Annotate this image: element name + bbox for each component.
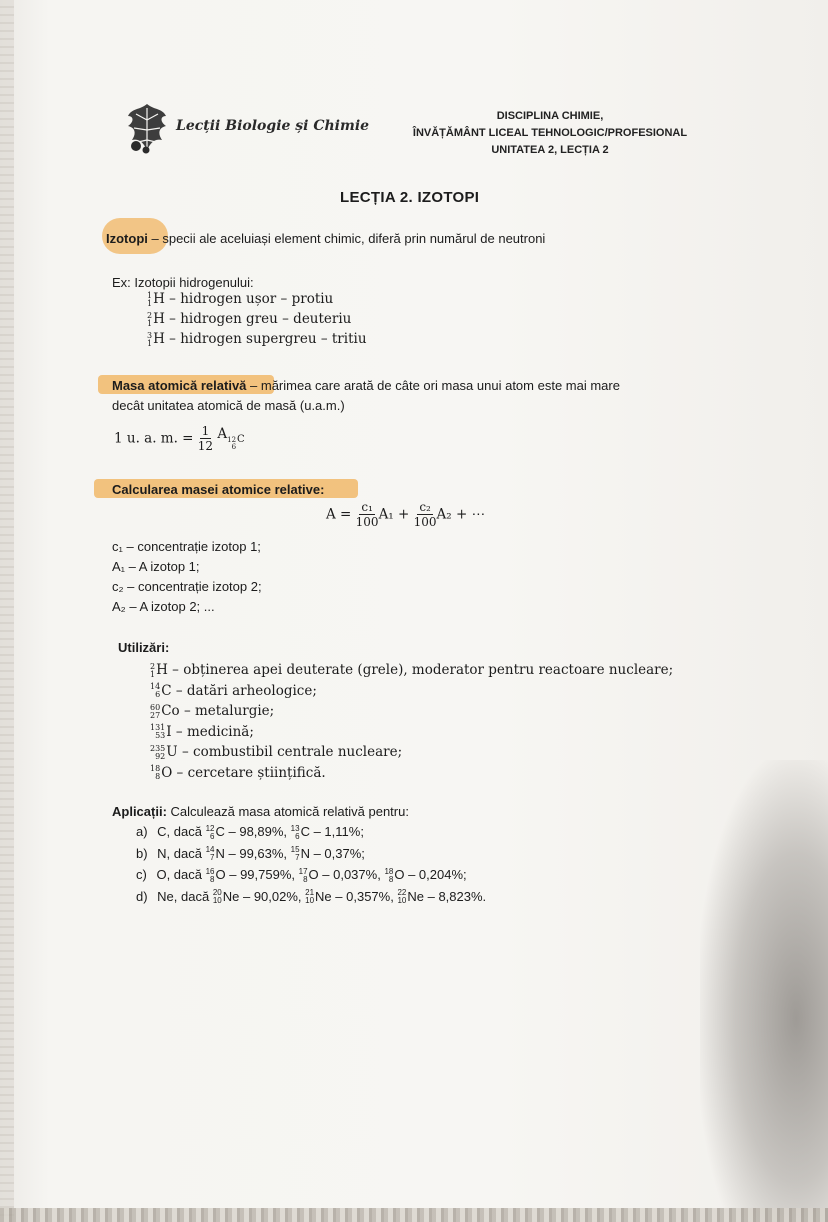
atomic-number: 6 — [295, 831, 300, 841]
fraction-1 — [356, 500, 379, 529]
use-item — [150, 744, 402, 761]
den-1: 100 — [355, 515, 379, 529]
uses-heading: Utilizări: — [118, 640, 170, 655]
c2: c₂ — [419, 500, 431, 514]
nuclide-symbol — [147, 291, 165, 307]
nuclide-numbers — [150, 765, 160, 781]
atomic-number: 6 — [155, 690, 161, 699]
atomic-number: 10 — [305, 896, 315, 906]
example-label: Ex: Izotopii hidrogenului: — [112, 275, 254, 290]
nuclide-symbol — [150, 683, 172, 699]
calculation-heading: Calcularea masei atomice relative: — [112, 482, 325, 497]
uam-atomic-number: 6 — [231, 443, 237, 451]
fraction-2 — [414, 500, 437, 529]
nuclide-symbol — [305, 889, 332, 904]
legend-item: A₂ – A izotop 2; ... — [112, 599, 215, 614]
nuclide-symbol — [299, 867, 319, 882]
element-symbol: O — [161, 764, 173, 781]
example-item-text: – hidrogen supergreu – tritiu — [164, 331, 367, 347]
uam-fraction — [198, 424, 213, 453]
relative-mass-term: Masa atomică relativă — [112, 378, 247, 393]
application-text: – 0,037%, — [318, 867, 385, 882]
relative-mass-definition — [112, 378, 620, 393]
element-symbol: H — [153, 311, 165, 327]
element-symbol: H — [153, 331, 165, 347]
element-symbol: Ne — [222, 888, 240, 904]
nuclide-symbol — [206, 824, 225, 839]
example-item — [147, 291, 333, 308]
relative-mass-text-2: decât unitatea atomică de masă (u.a.m.) — [112, 398, 345, 413]
unit-label: UNITATEA 2, LECȚIA 2 — [491, 144, 609, 156]
nuclide-symbol — [150, 662, 168, 678]
a1: A₁ — [378, 506, 394, 523]
example-item — [147, 311, 351, 328]
element-symbol: Ne — [315, 888, 332, 904]
mass-number: 22 — [397, 888, 407, 898]
legend-item: c₁ – concentrație izotop 1; — [112, 539, 261, 554]
mass-number: 18 — [384, 866, 394, 876]
mass-number: 12 — [205, 823, 215, 833]
application-text: – 0,357%, — [331, 888, 398, 904]
applications-intro: Calculează masa atomică relativă pentru: — [166, 804, 409, 819]
bottom-edge — [0, 1208, 828, 1222]
application-text: C, dacă — [157, 824, 206, 839]
applications-intro-line — [112, 804, 409, 819]
example-item-text: – hidrogen ușor – protiu — [164, 291, 334, 307]
use-item-text: – datări arheologice; — [171, 682, 317, 699]
atomic-number: 7 — [295, 853, 300, 863]
use-item-text: – cercetare științifică. — [172, 764, 326, 781]
lesson-title: LECȚIA 2. IZOTOPI — [340, 189, 480, 206]
element-symbol: O — [308, 867, 319, 882]
use-item — [150, 724, 254, 741]
nuclide-symbol — [206, 867, 226, 882]
application-text: – 0,204%; — [404, 867, 467, 882]
atomic-number: 8 — [303, 874, 308, 884]
nuclide-numbers — [150, 745, 165, 761]
element-symbol: H — [153, 291, 165, 307]
nuclide-numbers — [147, 312, 152, 328]
element-symbol: C — [215, 824, 225, 839]
nuclide-numbers — [150, 704, 160, 720]
nuclide-symbol — [213, 889, 240, 904]
nuclide-numbers — [213, 889, 222, 905]
application-text: – 8,823%. — [423, 888, 487, 904]
nuclide-numbers — [384, 868, 393, 884]
nuclide-numbers — [291, 825, 300, 841]
uam-numerator: 1 — [201, 424, 210, 438]
use-item — [150, 662, 673, 679]
legend-item: c₂ – concentrație izotop 2; — [112, 579, 262, 594]
application-item — [136, 867, 467, 884]
application-text: – 99,63%, — [224, 845, 291, 861]
example-item — [147, 331, 367, 348]
mass-number: 14 — [150, 682, 161, 691]
nuclide-symbol — [150, 765, 172, 781]
element-symbol: H — [156, 662, 168, 678]
atomic-number: 92 — [155, 751, 166, 761]
brand-name: Lecții Biologie și Chimie — [176, 118, 370, 134]
mass-number: 60 — [150, 702, 161, 712]
mass-number: 1 — [147, 290, 153, 300]
nuclide-symbol — [291, 846, 310, 861]
use-item-text: – medicină; — [171, 723, 254, 740]
relative-mass-text-1: – mărimea care arată de câte ori masa unui atom este mai mare — [246, 378, 620, 393]
application-text: – 0,37%; — [309, 845, 365, 861]
definition-text: – specii ale aceluiași element chimic, diferă prin numărul de neutroni — [147, 231, 546, 246]
mass-number: 16 — [205, 866, 215, 876]
mass-number: 15 — [290, 845, 300, 855]
application-letter: b) — [136, 845, 152, 861]
atomic-number: 1 — [147, 318, 153, 328]
binder-edge — [0, 0, 14, 1222]
nuclide-numbers — [206, 846, 215, 862]
atomic-number: 1 — [147, 338, 153, 348]
nuclide-symbol — [384, 867, 404, 882]
mass-number: 13 — [290, 823, 300, 833]
use-item-text: – metalurgie; — [179, 703, 275, 719]
application-text: O, dacă — [156, 867, 206, 882]
example-item-text: – hidrogen greu – deuteriu — [164, 311, 352, 327]
leaf-logo-icon — [122, 100, 172, 154]
atomic-number: 27 — [150, 710, 161, 720]
element-symbol: N — [215, 845, 225, 861]
mass-number: 131 — [150, 723, 166, 732]
atomic-number: 1 — [147, 298, 153, 308]
atomic-number: 6 — [210, 831, 215, 841]
nuclide-numbers — [206, 868, 215, 884]
application-item — [136, 824, 364, 841]
nuclide-symbol — [147, 311, 165, 327]
element-symbol: C — [161, 682, 172, 699]
nuclide-numbers — [397, 889, 406, 905]
mass-number: 14 — [205, 845, 215, 855]
nuclide-numbers — [147, 332, 152, 348]
nuclide-numbers — [206, 825, 215, 841]
uam-a: A — [217, 426, 228, 442]
nuclide-symbol — [147, 331, 165, 347]
nuclide-numbers — [147, 292, 152, 308]
application-letter: a) — [136, 824, 152, 839]
application-text: – 99,759%, — [225, 867, 299, 882]
nuclide-numbers — [150, 724, 165, 740]
nuclide-symbol — [291, 824, 310, 839]
formula-tail: + ⋯ — [456, 506, 486, 523]
definition — [106, 231, 545, 246]
plus: + — [398, 506, 410, 523]
applications-heading: Aplicații: — [112, 804, 167, 819]
application-text: Ne, dacă — [157, 888, 213, 904]
application-item — [136, 889, 486, 906]
use-item — [150, 703, 274, 720]
mass-number: 3 — [147, 330, 153, 340]
legend-item: A₁ – A izotop 1; — [112, 559, 200, 574]
legend-list — [112, 537, 262, 617]
uam-formula — [114, 424, 245, 453]
uam-mass-number: 12 — [227, 436, 237, 444]
element-symbol: C — [300, 824, 310, 839]
nuclide-symbol — [150, 724, 172, 740]
mass-number: 18 — [150, 764, 161, 773]
mass-number: 2 — [150, 661, 156, 671]
uam-c: C — [237, 434, 245, 445]
use-item-text: – obținerea apei deuterate (grele), moderator pentru reactoare nucleare; — [167, 662, 674, 678]
mass-number: 17 — [298, 866, 308, 876]
discipline-label: DISCIPLINA CHIMIE, — [496, 110, 604, 122]
den-2: 100 — [413, 515, 437, 529]
uam-symbol — [217, 426, 245, 451]
element-symbol: U — [166, 744, 178, 760]
use-item — [150, 765, 326, 782]
nuclide-numbers — [305, 889, 314, 905]
nuclide-numbers — [150, 683, 160, 699]
application-text: – 98,89%, — [224, 824, 291, 839]
element-symbol: Ne — [407, 888, 424, 904]
nuclide-symbol — [150, 744, 178, 760]
uam-lhs: 1 u. a. m. = — [114, 430, 194, 447]
application-item — [136, 846, 365, 863]
atomic-number: 10 — [212, 896, 222, 906]
application-text: – 90,02%, — [239, 888, 306, 904]
nuclide-numbers — [291, 846, 300, 862]
nuclide-symbol — [150, 703, 180, 719]
mass-number: 235 — [150, 743, 166, 753]
atomic-number: 8 — [155, 772, 161, 781]
a2: A₂ — [436, 506, 452, 523]
header-info — [400, 108, 700, 159]
element-symbol: Co — [161, 703, 180, 719]
education-label: ÎNVĂȚĂMÂNT LICEAL TEHNOLOGIC/PROFESIONAL — [412, 127, 688, 139]
mass-number: 20 — [212, 888, 222, 898]
c1: c₁ — [361, 500, 373, 514]
application-text: – 1,11%; — [309, 824, 364, 839]
application-letter: c) — [136, 867, 151, 882]
mass-number: 21 — [305, 888, 315, 898]
element-symbol: O — [394, 867, 405, 882]
use-item-text: – combustibil centrale nucleare; — [177, 744, 403, 760]
uam-denominator: 12 — [197, 439, 214, 453]
application-letter: d) — [136, 888, 152, 904]
atomic-number: 53 — [155, 731, 166, 740]
use-item — [150, 683, 317, 700]
uam-nuclide — [227, 437, 236, 451]
atomic-number: 10 — [397, 896, 407, 906]
application-text: N, dacă — [157, 845, 206, 861]
definition-term: Izotopi — [106, 231, 148, 246]
mass-number: 2 — [147, 310, 153, 320]
atomic-number: 8 — [388, 874, 394, 884]
hand-shadow — [700, 760, 828, 1222]
atomic-number: 8 — [210, 874, 215, 884]
atomic-number: 7 — [210, 853, 215, 863]
element-symbol: N — [300, 845, 310, 861]
element-symbol: I — [166, 723, 172, 740]
nuclide-numbers — [150, 663, 155, 679]
formula-lhs: A = — [326, 506, 352, 523]
element-symbol: O — [215, 867, 226, 882]
mass-formula — [326, 500, 485, 529]
nuclide-symbol — [206, 846, 225, 861]
nuclide-symbol — [397, 889, 424, 904]
atomic-number: 1 — [150, 669, 156, 679]
nuclide-numbers — [299, 868, 308, 884]
